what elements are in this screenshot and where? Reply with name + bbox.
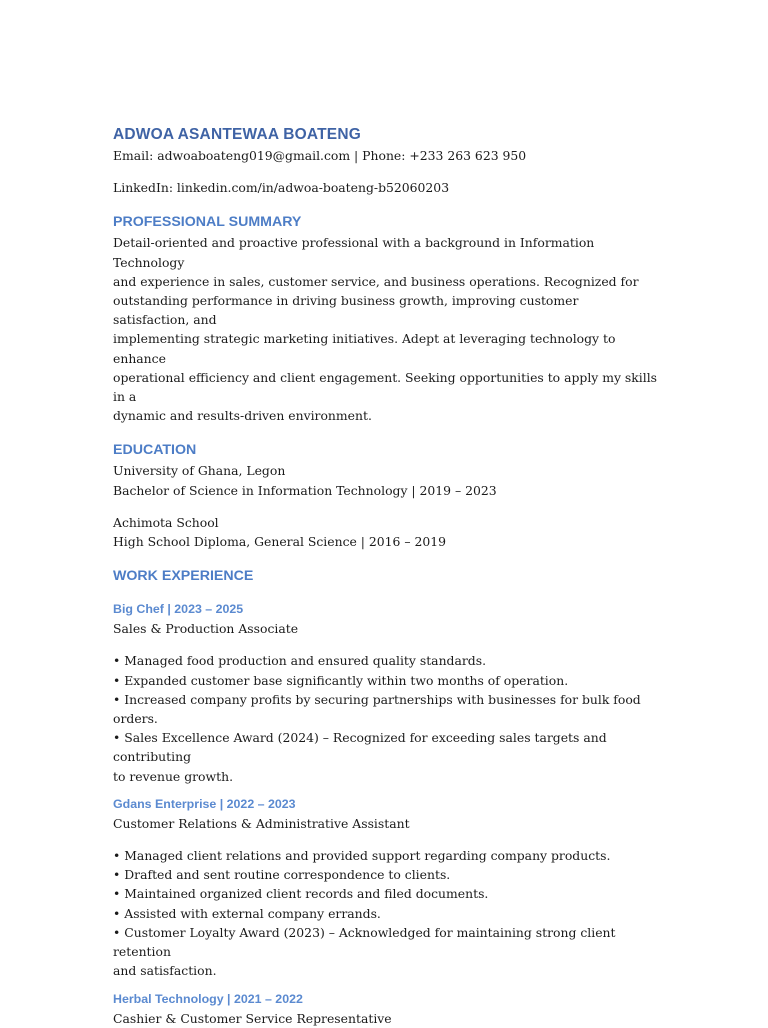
contact-line: Email: adwoaboateng019@gmail.com | Phone: +233 263 623 950 [113,148,527,163]
job-company-dates: Herbal Technology | 2021 – 2022 [113,991,303,1006]
resume-content [113,124,658,1028]
education-heading: EDUCATION [113,442,197,459]
job-bullet: • Expanded customer base significantly within two months of operation. [113,672,569,688]
job-bullet: • Sales Excellence Award (2024) – Recognized for exceeding sales targets and contributing [113,730,607,765]
school-name: University of Ghana, Legon [113,463,286,479]
summary-heading: PROFESSIONAL SUMMARY [113,214,302,231]
job-entry [113,989,658,1028]
job-company-dates: Big Chef | 2023 – 2025 [113,602,244,617]
summary-line: Detail-oriented and proactive professional with a background in Information Technology [113,235,595,270]
job-bullets [113,846,658,980]
education-item [113,513,658,551]
education-item [113,461,658,499]
degree-line: High School Diploma, General Science | 2016 – 2019 [113,534,447,550]
job-bullet: • Maintained organized client records and filed documents. [113,886,489,902]
job-bullet: and satisfaction. [113,963,217,979]
summary-line: outstanding performance in driving business growth, improving customer satisfaction, and [113,293,579,328]
job-bullet: • Increased company profits by securing partnerships with businesses for bulk food orders. [113,691,641,727]
job-title: Cashier & Customer Service Representative [113,1010,392,1026]
job-company-dates: Gdans Enterprise | 2022 – 2023 [113,796,296,811]
job-title: Sales & Production Associate [113,621,299,637]
job-entry [113,599,658,786]
job-bullet: • Managed client relations and provided support regarding company products. [113,848,611,864]
job-bullet: • Assisted with external company errands. [113,905,381,921]
candidate-name: ADWOA ASANTEWAA BOATENG [113,126,361,143]
summary-line: and experience in sales, customer service, and business operations. Recognized for [113,273,639,289]
summary-line: implementing strategic marketing initiatives. Adept at leveraging technology to enhance [113,331,616,366]
job-bullet: • Managed food production and ensured quality standards. [113,653,487,669]
job-bullet: • Customer Loyalty Award (2023) – Acknowledged for maintaining strong client retention [113,924,616,960]
job-title: Customer Relations & Administrative Assistant [113,815,410,831]
job-entry [113,794,658,981]
summary-paragraph [113,233,658,425]
school-name: Achimota School [113,514,219,530]
linkedin-line: LinkedIn: linkedin.com/in/adwoa-boateng-b52060203 [113,180,450,196]
job-bullet: • Drafted and sent routine correspondence to clients. [113,867,451,883]
job-bullet: to revenue growth. [113,768,234,784]
degree-line: Bachelor of Science in Information Technology | 2019 – 2023 [113,482,497,498]
work-heading: WORK EXPERIENCE [113,568,254,585]
job-bullets [113,651,658,785]
summary-line: dynamic and results-driven environment. [113,408,372,424]
summary-line: operational efficiency and client engagement. Seeking opportunities to apply my skills in a [113,369,658,405]
